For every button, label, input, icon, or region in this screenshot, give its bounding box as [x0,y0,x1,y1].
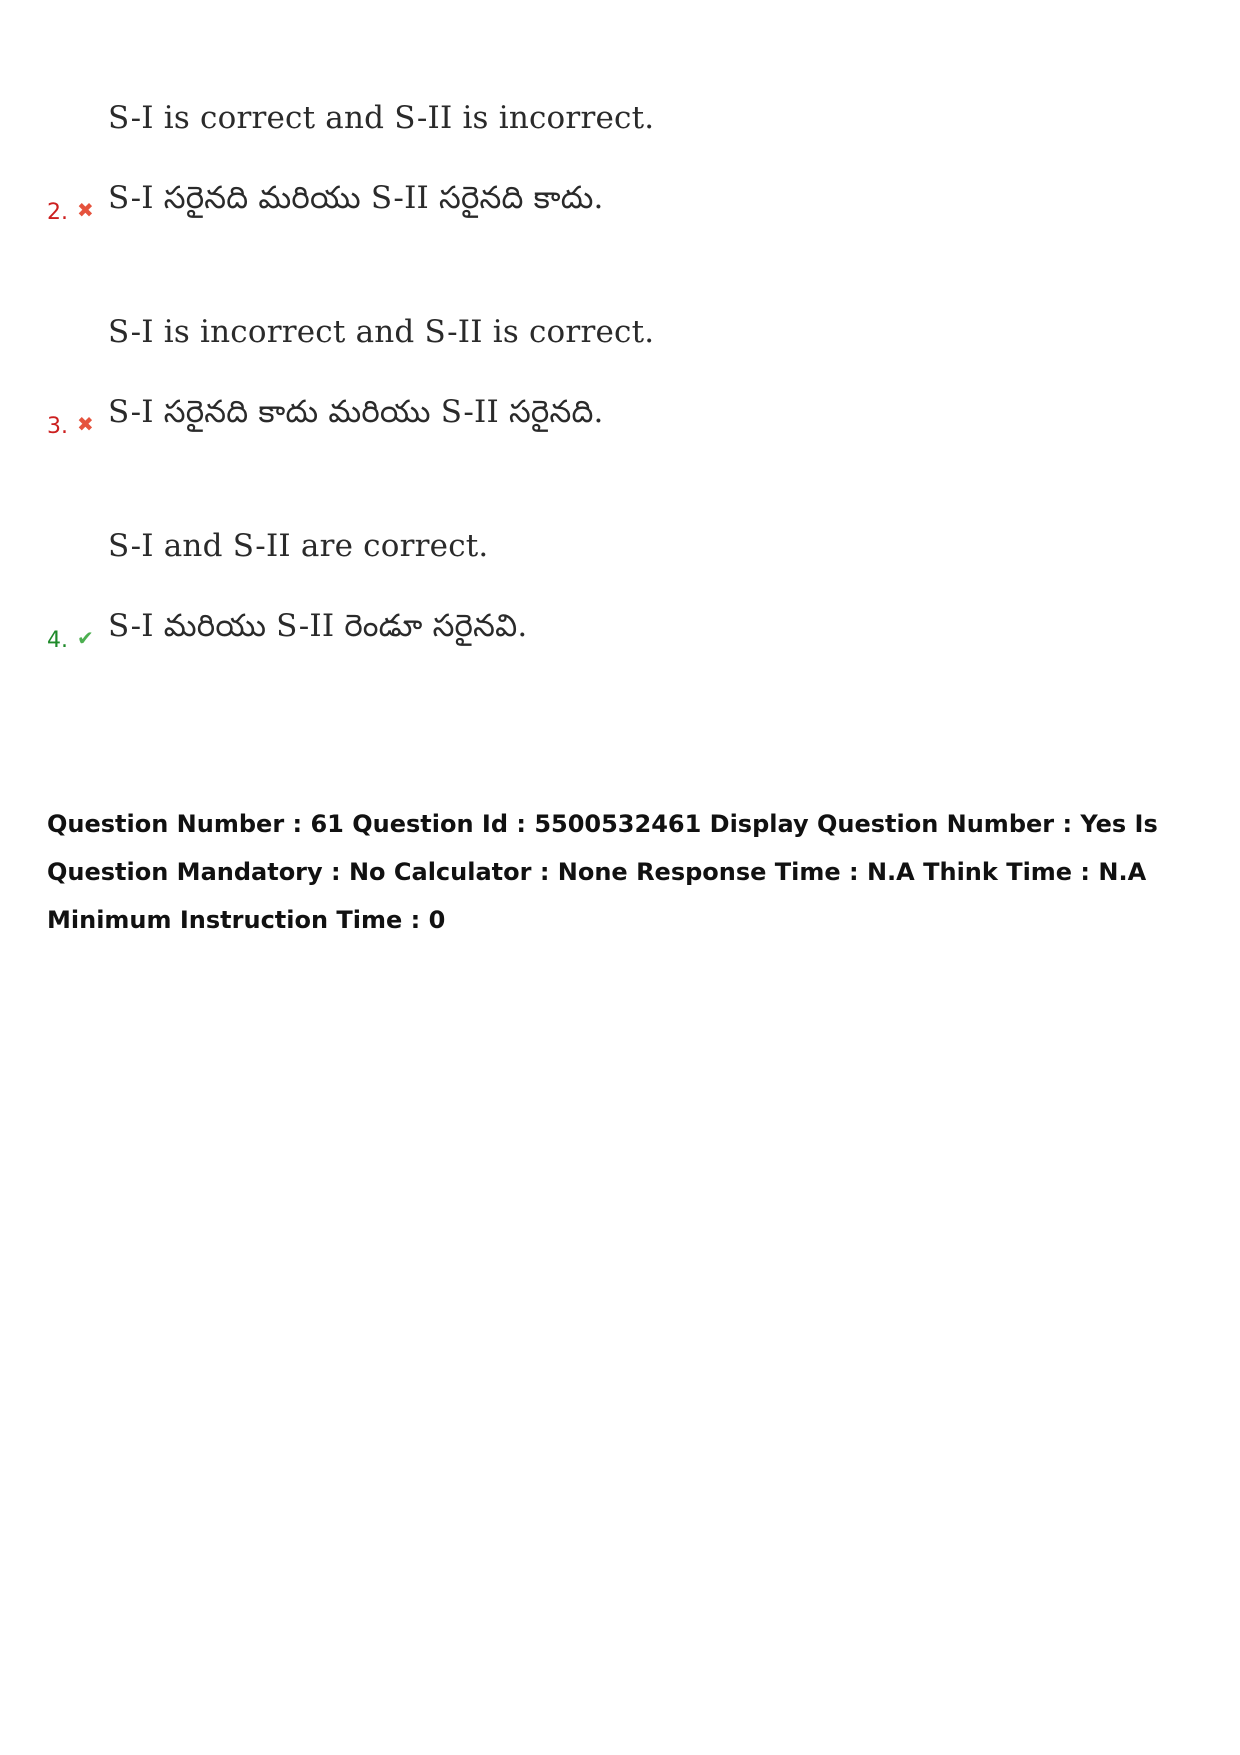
option-text-english: S-I is incorrect and S-II is correct. [108,314,655,350]
option-text-telugu: S-I మరియు S-II రెండూ సరైనవి. [108,608,528,644]
option-text-telugu: S-I సరైనది కాదు మరియు S-II సరైనది. [108,394,604,430]
cross-icon: ✖ [77,412,94,436]
option-text-telugu: S-I సరైనది మరియు S-II సరైనది కాదు. [108,180,604,216]
question-metadata: Question Number : 61 Question Id : 5500532461 Display Question Number : Yes Is Question Mandatory : No Calculator : None Response Time : N.A Think Time : N.A Minimum Instruction Time : 0 [47,810,1158,934]
option-text-english: S-I is correct and S-II is incorrect. [108,100,655,136]
option-number: 4. [47,628,68,653]
option-text-english: S-I and S-II are correct. [108,528,489,564]
cross-icon: ✖ [77,198,94,222]
check-icon: ✔ [77,626,94,650]
option-number: 2. [47,200,68,225]
option-number: 3. [47,414,68,439]
